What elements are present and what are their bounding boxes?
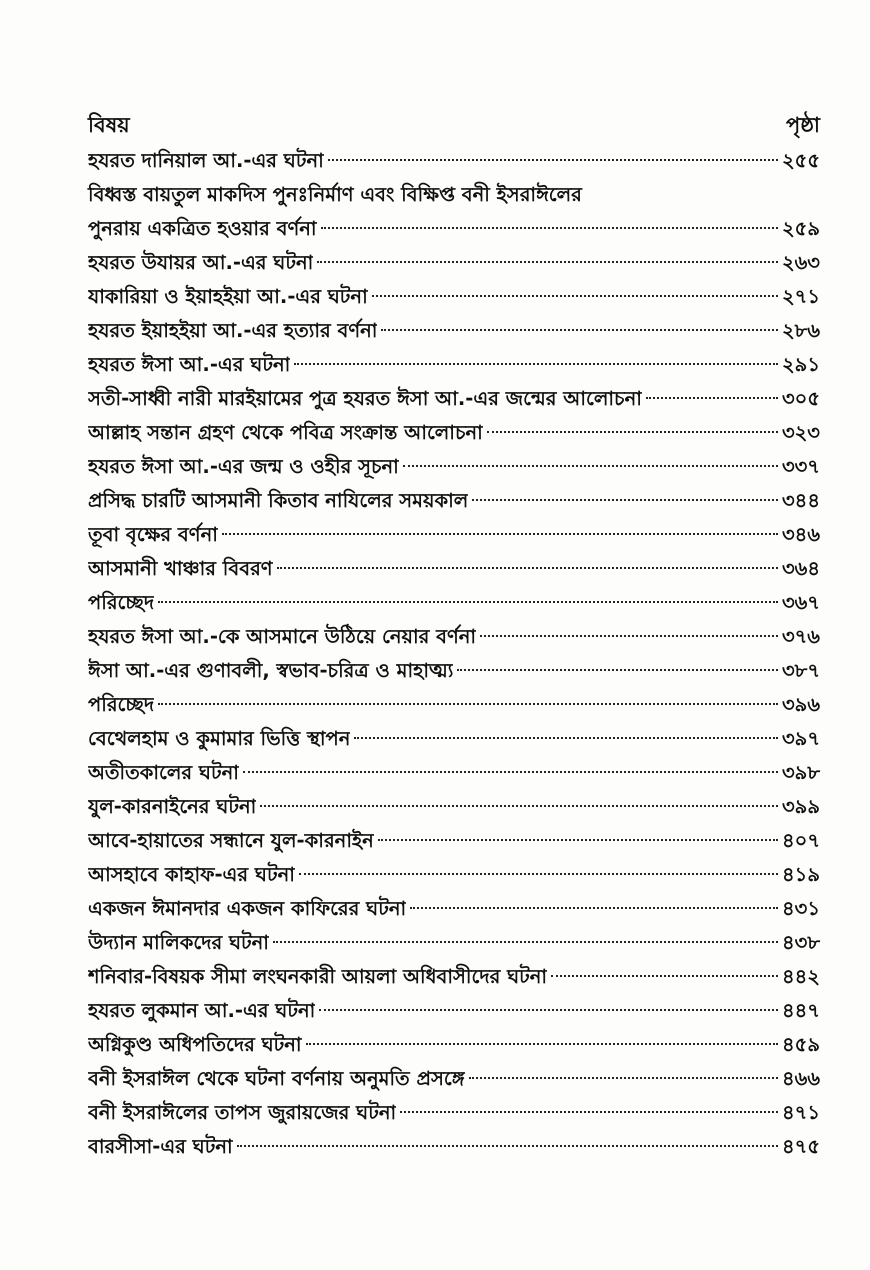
entry-title: পুনরায় একত্রিত হওয়ার বর্ণনা [88, 217, 317, 240]
dot-leader [222, 533, 778, 535]
entry-title: আল্লাহ সন্তান গ্রহণ থেকে পবিত্র সংক্রান্ত আলোচনা [88, 421, 483, 444]
dot-leader [403, 465, 778, 467]
toc-entry [88, 1096, 820, 1130]
entry-page-number: ২৫৫ [782, 149, 820, 172]
toc-entry [88, 722, 820, 756]
entry-page-number: ৪৫৯ [782, 1033, 820, 1056]
entry-page-number: ৩৪৪ [782, 489, 820, 512]
entry-title: অতীতকালের ঘটনা [88, 761, 239, 784]
toc-entry [88, 858, 820, 892]
entry-page-number: ২৬৩ [781, 251, 820, 274]
entry-page-number: ৪৭৫ [782, 1135, 820, 1158]
entry-page-number: ৩৪৬ [781, 523, 820, 546]
dot-leader [158, 703, 778, 705]
entry-page-number: ৩৮৭ [781, 659, 820, 682]
entry-title: হযরত ঈসা আ.-এর জন্ম ও ওহীর সূচনা [88, 455, 399, 478]
dot-leader [372, 295, 778, 297]
toc-entry [88, 892, 820, 926]
entry-title: সতী-সাধ্বী নারী মারইয়ামের পুত্র হযরত ঈসা আ.-এর জন্মের আলোচনা [88, 387, 642, 410]
entry-title: অগ্নিকুণ্ড অধিপতিদের ঘটনা [88, 1033, 302, 1056]
toc-entry [88, 960, 820, 994]
page-column-heading: পৃষ্ঠা [785, 113, 820, 137]
toc-entry [88, 824, 820, 858]
toc-header [88, 104, 820, 144]
entry-title: হযরত ইয়াহইয়া আ.-এর হত্যার বর্ণনা [88, 319, 378, 342]
entry-title: তূবা বৃক্ষের বর্ণনা [88, 523, 218, 546]
dot-leader [378, 839, 778, 841]
toc-entry [88, 586, 820, 620]
dot-leader [277, 567, 778, 569]
toc-entry [88, 246, 820, 280]
toc-entry [88, 1028, 820, 1062]
dot-leader [551, 975, 778, 977]
dot-leader [354, 737, 778, 739]
entry-page-number: ৩৬৭ [781, 591, 820, 614]
entry-page-number: ৪৪২ [782, 965, 820, 988]
entry-title: প্রসিদ্ধ চারটি আসমানী কিতাব নাযিলের সময়কাল [88, 489, 469, 512]
dot-leader [381, 329, 778, 331]
entry-title: হযরত ঈসা আ.-এর ঘটনা [88, 353, 291, 376]
entry-title: শনিবার-বিষয়ক সীমা লংঘনকারী আয়লা অধিবাসীদের ঘটনা [88, 965, 548, 988]
toc-entry [88, 144, 820, 178]
dot-leader [243, 771, 778, 773]
toc-entry [88, 416, 820, 450]
entry-title: হযরত দানিয়াল আ.-এর ঘটনা [88, 149, 324, 172]
toc-entry [88, 552, 820, 586]
toc-entry [88, 280, 820, 314]
entry-page-number: ২৮৬ [781, 319, 820, 342]
toc-entry [88, 348, 820, 382]
dot-leader [321, 227, 778, 229]
entry-page-number: ৩৭৬ [781, 625, 820, 648]
dot-leader [328, 159, 778, 161]
dot-leader [487, 431, 778, 433]
toc-entry [88, 518, 820, 552]
entry-page-number: ৩৯৬ [781, 693, 820, 716]
entry-page-number: ৩২৩ [781, 421, 820, 444]
entry-title: একজন ঈমানদার একজন কাফিরের ঘটনা [88, 897, 407, 920]
toc-entry [88, 484, 820, 518]
entry-title: পরিচ্ছেদ [88, 591, 155, 614]
toc-entry [88, 756, 820, 790]
entry-title: ঈসা আ.-এর গুণাবলী, স্বভাব-চরিত্র ও মাহাত্ম্য [88, 659, 454, 682]
dot-leader [457, 669, 778, 671]
dot-leader [306, 1043, 778, 1045]
dot-leader [472, 499, 778, 501]
entry-title: হযরত উযায়র আ.-এর ঘটনা [88, 251, 314, 274]
dot-leader [299, 873, 778, 875]
toc-entry [88, 688, 820, 722]
toc-entry [88, 382, 820, 416]
entry-page-number: ৪৪৭ [782, 999, 820, 1022]
entry-page-number: ৩৩৭ [781, 455, 820, 478]
entry-title: উদ্যান মালিকদের ঘটনা [88, 931, 269, 954]
dot-leader [260, 805, 778, 807]
dot-leader [400, 1111, 778, 1113]
entry-page-number: ৩৬৪ [781, 557, 820, 580]
dot-leader [294, 363, 778, 365]
entry-title: যুল-কারনাইনের ঘটনা [88, 795, 257, 818]
toc-entry [88, 450, 820, 484]
entry-page-number: ৪৭১ [782, 1101, 820, 1124]
entry-title: আসমানী খাঞ্চার বিবরণ [88, 557, 273, 580]
dot-leader [410, 907, 778, 909]
entry-title: বেথেলহাম ও কুমামার ভিত্তি স্থাপন [88, 727, 351, 750]
entry-page-number: ৩৯৭ [781, 727, 820, 750]
toc-entry [88, 994, 820, 1028]
toc-entry [88, 654, 820, 688]
entry-page-number: ২৯১ [782, 353, 820, 376]
entry-page-number: ৪৬৬ [781, 1067, 820, 1090]
toc-entry [88, 620, 820, 654]
entry-title: পরিচ্ছেদ [88, 693, 155, 716]
entry-title: আবে-হায়াতের সন্ধানে যুল-কারনাইন [88, 829, 374, 852]
dot-leader [317, 261, 778, 263]
entry-title: হযরত লুকমান আ.-এর ঘটনা [88, 999, 316, 1022]
toc-entry [88, 1062, 820, 1096]
entry-page-number: ৩০৫ [781, 387, 820, 410]
entry-page-number: ২৭১ [781, 285, 820, 308]
entry-page-number: ৪৩৮ [782, 931, 820, 954]
entry-title-line: বিধ্বস্ত বায়তুল মাকদিস পুনঃনির্মাণ এবং বিক্ষিপ্ত বনী ইসরাঈলের [88, 183, 582, 206]
entry-page-number: ২৫৯ [782, 217, 820, 240]
subject-column-heading: বিষয় [88, 113, 130, 137]
dot-leader [646, 397, 778, 399]
toc-entry [88, 926, 820, 960]
dot-leader [158, 601, 778, 603]
entry-page-number: ৩৯৯ [782, 795, 820, 818]
entry-page-number: ৪১৯ [782, 863, 820, 886]
entry-title: যাকারিয়া ও ইয়াহইয়া আ.-এর ঘটনা [88, 285, 368, 308]
dot-leader [469, 1077, 778, 1079]
entry-page-number: ৩৯৮ [782, 761, 820, 784]
entry-page-number: ৪০৭ [781, 829, 820, 852]
dot-leader [480, 635, 778, 637]
toc-entry [88, 1130, 820, 1164]
entry-title: আসহাবে কাহাফ-এর ঘটনা [88, 863, 295, 886]
table-of-contents [88, 104, 820, 1164]
toc-entry [88, 314, 820, 348]
entry-page-number: ৪৩১ [782, 897, 820, 920]
entry-title: বনী ইসরাঈলের তাপস জুরায়জের ঘটনা [88, 1101, 397, 1124]
toc-entry [88, 790, 820, 824]
toc-entry [88, 212, 820, 246]
entry-title: বনী ইসরাঈল থেকে ঘটনা বর্ণনায় অনুমতি প্রসঙ্গে [88, 1067, 465, 1090]
dot-leader [237, 1145, 778, 1147]
entry-title: হযরত ঈসা আ.-কে আসমানে উঠিয়ে নেয়ার বর্ণনা [88, 625, 477, 648]
entry-title: বারসীসা-এর ঘটনা [88, 1135, 233, 1158]
dot-leader [273, 941, 778, 943]
dot-leader [319, 1009, 778, 1011]
